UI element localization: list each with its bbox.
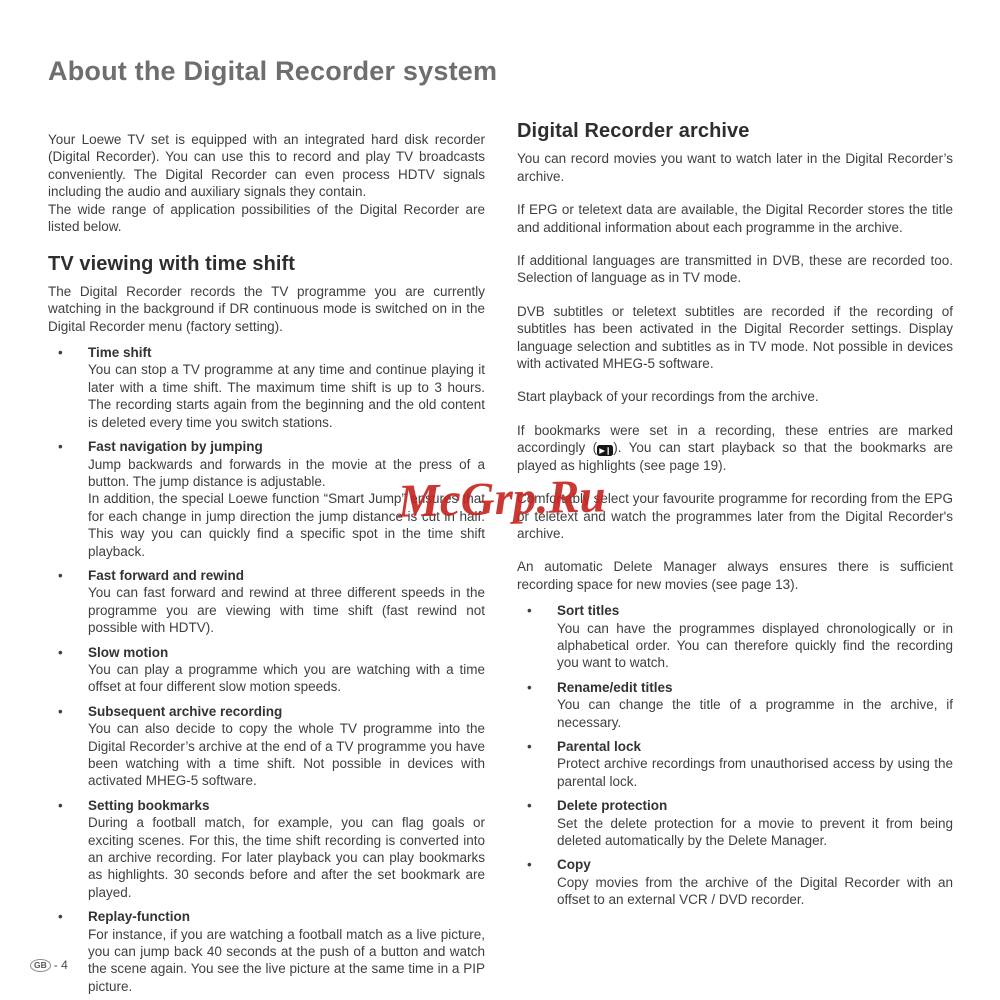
- list-item: [48, 344, 485, 431]
- page-footer: [30, 958, 68, 972]
- bullet-title: • Fast navigation by jumping: [88, 439, 263, 455]
- bullet-body: You can also decide to copy the whole TV programme into the Digital Recorder’s archive at the end of a TV programme you have been watching with a time shift. Not possible in devices with activated MHEG-5 software.: [88, 721, 485, 789]
- section-heading-archive: Digital Recorder archive: [517, 120, 750, 142]
- archive-feature-list: [517, 602, 953, 909]
- bullet-title: • Sort titles: [557, 603, 620, 619]
- page-number: - 4: [53, 958, 68, 972]
- bullet-body: You can change the title of a programme in the archive, if necessary.: [557, 697, 953, 730]
- list-item: [48, 644, 485, 696]
- bookmark-playback-icon: ▶❙: [599, 446, 612, 456]
- section-heading-timeshift: TV viewing with time shift: [48, 253, 296, 276]
- bullet-title: • Setting bookmarks: [88, 797, 210, 813]
- bullet-title: • Fast forward and rewind: [88, 567, 245, 583]
- bullet-title: • Slow motion: [88, 644, 169, 660]
- bullet-body: Protect archive recordings from unauthorised access by using the parental lock.: [557, 756, 953, 789]
- list-item: [517, 856, 953, 908]
- bullet-body: Set the delete protection for a movie to prevent it from being deleted automatically by the Delete Manager.: [557, 815, 953, 848]
- list-item: [517, 679, 953, 731]
- left-column: [48, 131, 485, 1000]
- bullet-body: Jump backwards and forwards in the movie at the press of a button. The jump distance is adjustable.: [88, 456, 485, 489]
- list-item: [517, 797, 953, 849]
- bullet-title: • Parental lock: [557, 738, 642, 754]
- list-item: [48, 797, 485, 901]
- bullet-body: During a football match, for example, you can flag goals or exciting scenes. For this, the time shift recording is converted into an archive recording. For later playback you can play bookmarks as highlights. 30 seconds before and after the set bookmark are played.: [88, 815, 485, 900]
- bullet-body: You can stop a TV programme at any time and continue playing it later with a time shift. The maximum time shift is up to 3 hours. The recording starts again from the beginning and the old content is deleted every time you switch stations.: [88, 362, 485, 430]
- bullet-body: You can fast forward and rewind at three different speeds in the programme you are viewing with time shift (fast rewind not possible with HDTV).: [88, 585, 485, 636]
- bullet-title: • Delete protection: [557, 798, 668, 814]
- list-item: [48, 908, 485, 995]
- bullet-body: For instance, if you are watching a football match as a live picture, you can jump back 40 seconds at the push of a button and watch the scene again. You see the live picture at the same time in a PIP picture.: [88, 926, 485, 994]
- section-intro: The Digital Recorder records the TV programme you are currently watching in the background if DR continuous mode is switched on in the Digital Recorder menu (factory setting).: [48, 283, 485, 334]
- intro-paragraph: Your Loewe TV set is equipped with an integrated hard disk recorder (Digital Recorder). You can use this to record and play TV broadcasts conveniently. The Digital Recorder can even process HDTV signals including the audio and auxiliary signals they contain.: [48, 132, 485, 200]
- site-watermark: McGrp.Ru: [397, 470, 607, 528]
- bullet-body: You can play a programme which you are watching with a time offset at four different slow motion speeds.: [88, 661, 485, 695]
- archive-paragraph: Start playback of your recordings from the archive.: [517, 389, 819, 405]
- bullet-body: Copy movies from the archive of the Digital Recorder with an offset to an external VCR / DVD recorder.: [557, 874, 953, 908]
- list-item: [517, 738, 953, 790]
- timeshift-feature-list: [48, 344, 485, 995]
- page-title: About the Digital Recorder system: [48, 56, 498, 86]
- archive-paragraph: An automatic Delete Manager always ensures there is sufficient recording space for new movies (see page 13).: [517, 559, 953, 592]
- archive-paragraph: You can record movies you want to watch later in the Digital Recorder’s archive.: [517, 151, 953, 184]
- archive-paragraph: Comfortably select your favourite programme for recording from the EPG or teletext and watch the programmes later from the Digital Recorder's archive.: [517, 491, 953, 541]
- bookmark-note: [517, 422, 953, 474]
- archive-paragraph: If additional languages are transmitted in DVB, these are recorded too. Selection of language as in TV mode.: [517, 253, 953, 286]
- bullet-body: In addition, the special Loewe function “Smart Jump” ensures that for each change in jump direction the jump distance is cut in half. This way you can quickly find a specific spot in the time shift playback.: [88, 491, 485, 559]
- bullet-title: • Subsequent archive recording: [88, 703, 283, 719]
- list-item: [48, 703, 485, 790]
- bullet-title: • Copy: [557, 857, 591, 873]
- bullet-title: • Replay-function: [88, 909, 191, 925]
- archive-paragraph: If EPG or teletext data are available, the Digital Recorder stores the title and additional information about each programme in the archive.: [517, 202, 953, 235]
- archive-paragraph: DVB subtitles or teletext subtitles are recorded if the recording of subtitles has been activated in the Digital Recorder settings. Display language selection and subtitles as in TV mode. Not possible in devices with activated MHEG-5 software.: [517, 303, 953, 372]
- intro-paragraph: The wide range of application possibilities of the Digital Recorder are listed below.: [48, 201, 485, 235]
- bullet-body: You can have the programmes displayed chronologically or in alphabetical order. You can therefore quickly find the recording you want to watch.: [557, 620, 953, 671]
- list-item: [517, 602, 953, 672]
- bookmark-note-after: ). You can start playback so that the bookmarks are played as highlights (see page 19).: [517, 440, 954, 473]
- bullet-title: • Time shift: [88, 345, 152, 361]
- bullet-title: • Rename/edit titles: [557, 679, 673, 695]
- region-badge: GB: [30, 959, 51, 972]
- bookmark-note-before: If bookmarks were set in a recording, these entries are marked accordingly (: [517, 422, 953, 456]
- list-item: [48, 567, 485, 637]
